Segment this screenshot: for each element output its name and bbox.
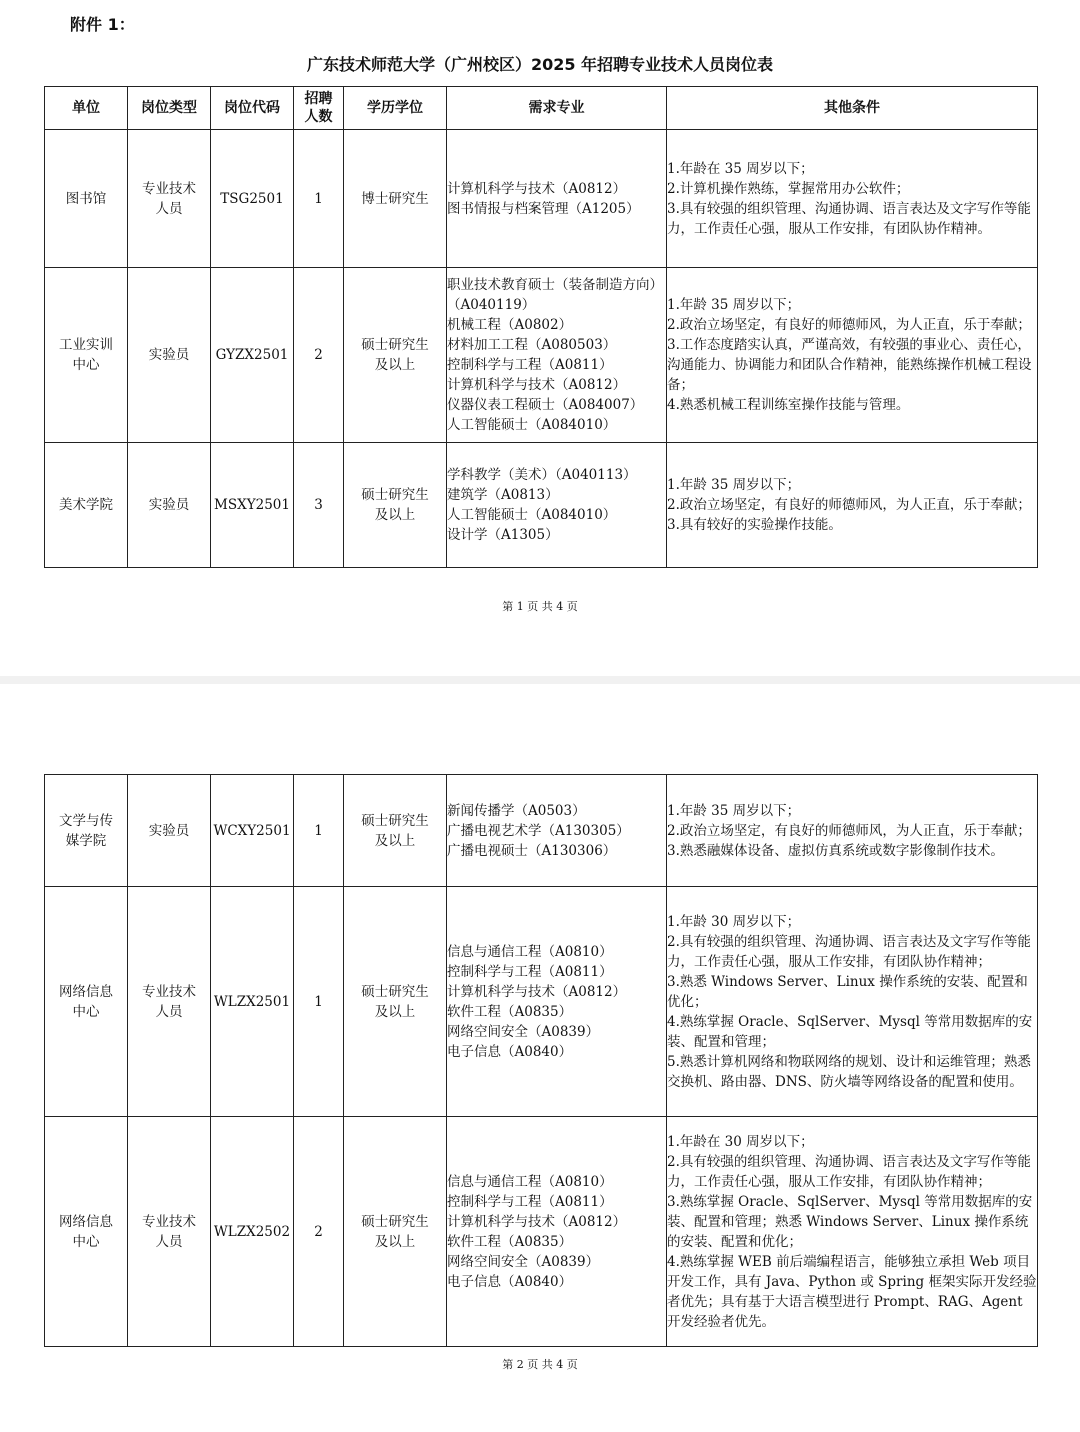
cell-majors <box>447 268 667 443</box>
condition-item: 2.政治立场坚定，有良好的师德师风，为人正直，乐于奉献； <box>667 317 1031 333</box>
cell-degree-text: 硕士研究生及以上 <box>361 487 429 523</box>
cell-post-type: 实验员 <box>128 775 211 887</box>
major-line: 广播电视艺术学（A130305） <box>447 822 630 839</box>
page-footer: 第 1 页 共 4 页 <box>502 600 578 613</box>
major-line: 信息与通信工程（A0810） <box>447 943 613 960</box>
condition-item: 3.熟悉 Windows Server、Linux 操作系统的安装、配置和优化； <box>667 973 1028 1010</box>
condition-item: 4.熟悉机械工程训练室操作技能与管理。 <box>667 397 910 413</box>
cell-post-code: GYZX2501 <box>211 268 294 443</box>
attachment-label: 附件 1： <box>70 15 135 34</box>
cell-count: 1 <box>294 775 344 887</box>
header-count <box>294 87 344 130</box>
cell-post-type-text: 专业技术人员 <box>142 180 196 217</box>
cell-degree <box>344 775 447 887</box>
cell-post-type: 实验员 <box>128 268 211 443</box>
condition-item: 1.年龄在 35 周岁以下； <box>667 160 814 177</box>
cell-post-code: WLZX2501 <box>211 887 294 1117</box>
cell-degree-text: 硕士研究生及以上 <box>361 812 429 849</box>
header-degree: 学历学位 <box>344 87 447 130</box>
major-line: 信息与通信工程（A0810） <box>447 1173 613 1190</box>
condition-item: 1.年龄 35 周岁以下； <box>667 477 801 493</box>
cell-conditions <box>667 268 1038 443</box>
cell-majors <box>447 775 667 887</box>
cell-unit <box>45 887 128 1117</box>
condition-item: 2.具有较强的组织管理、沟通协调、语言表达及文字写作等能力，工作责任心强，服从工作安排，有团队协作精神； <box>667 933 1031 970</box>
cell-conditions <box>667 443 1038 568</box>
positions-table-page-2 <box>44 774 1038 1347</box>
major-line: 广播电视硕士（A130306） <box>447 842 617 859</box>
cell-degree-text: 硕士研究生及以上 <box>361 983 429 1020</box>
major-line: 新闻传播学（A0503） <box>447 802 586 819</box>
major-line: 职业技术教育硕士（装备制造方向）（A040119） <box>447 277 663 313</box>
cell-post-type <box>128 1117 211 1347</box>
major-line: 人工智能硕士（A084010） <box>447 417 617 433</box>
condition-item: 1.年龄 35 周岁以下； <box>667 297 801 313</box>
cell-post-type: 实验员 <box>128 443 211 568</box>
condition-item: 1.年龄 30 周岁以下； <box>667 913 801 930</box>
major-line: 网络空间安全（A0839） <box>447 1023 600 1040</box>
major-line: 电子信息（A0840） <box>447 1273 573 1290</box>
major-line: 软件工程（A0835） <box>447 1003 573 1020</box>
cell-unit-text: 工业实训中心 <box>59 337 113 373</box>
cell-unit-text: 文学与传媒学院 <box>59 812 113 849</box>
cell-count: 3 <box>294 443 344 568</box>
major-line: 材料加工工程（A080503） <box>447 337 617 353</box>
table-row <box>45 268 1038 443</box>
major-line: 学科教学（美术）（A040113） <box>447 467 637 483</box>
cell-degree <box>344 887 447 1117</box>
document-page-1 <box>0 0 1080 676</box>
cell-majors <box>447 887 667 1117</box>
table-row <box>45 775 1038 887</box>
major-line: 图书情报与档案管理（A1205） <box>447 200 640 217</box>
cell-unit: 图书馆 <box>45 130 128 268</box>
cell-conditions <box>667 130 1038 268</box>
condition-item: 2.政治立场坚定，有良好的师德师风，为人正直，乐于奉献； <box>667 822 1031 839</box>
cell-post-code: WCXY2501 <box>211 775 294 887</box>
condition-item: 4.熟练掌握 WEB 前后端编程语言，能够独立承担 Web 项目开发工作，具有 Java、Python 或 Spring 框架实际开发经验者优先；具有基于大语言模型进行 Prompt、RAG、Agent 开发经验者优先。 <box>667 1253 1037 1330</box>
cell-majors <box>447 1117 667 1347</box>
condition-item: 1.年龄 35 周岁以下； <box>667 802 801 819</box>
cell-count: 2 <box>294 1117 344 1347</box>
cell-post-code: WLZX2502 <box>211 1117 294 1347</box>
major-line: 控制科学与工程（A0811） <box>447 357 613 373</box>
cell-conditions <box>667 775 1038 887</box>
table-row <box>45 443 1038 568</box>
major-line: 仪器仪表工程硕士（A084007） <box>447 397 644 413</box>
table-header-row <box>45 87 1038 130</box>
major-line: 人工智能硕士（A084010） <box>447 507 617 523</box>
major-line: 控制科学与工程（A0811） <box>447 963 613 980</box>
condition-item: 3.熟悉融媒体设备、虚拟仿真系统或数字影像制作技术。 <box>667 842 1004 859</box>
condition-item: 3.熟练掌握 Oracle、SqlServer、Mysql 等常用数据库的安装、配置和管理；熟悉 Windows Server、Linux 操作系统的安装、配置和优化； <box>667 1193 1033 1250</box>
cell-post-type <box>128 887 211 1117</box>
cell-count: 1 <box>294 130 344 268</box>
header-count-text: 招聘人数 <box>304 91 333 125</box>
cell-conditions <box>667 887 1038 1117</box>
major-line: 电子信息（A0840） <box>447 1043 573 1060</box>
major-line: 建筑学（A0813） <box>447 487 559 503</box>
major-line: 网络空间安全（A0839） <box>447 1253 600 1270</box>
condition-item: 3.具有较强的组织管理、沟通协调、语言表达及文字写作等能力，工作责任心强，服从工作安排，有团队协作精神。 <box>667 200 1031 237</box>
cell-post-type-text: 专业技术人员 <box>142 1213 196 1250</box>
condition-item: 3.具有较好的实验操作技能。 <box>667 517 842 533</box>
major-line: 控制科学与工程（A0811） <box>447 1193 613 1210</box>
condition-item: 4.熟练掌握 Oracle、SqlServer、Mysql 等常用数据库的安装、配置和管理； <box>667 1013 1033 1050</box>
header-conditions: 其他条件 <box>667 87 1038 130</box>
cell-count: 1 <box>294 887 344 1117</box>
condition-item: 3.工作态度踏实认真，严谨高效，有较强的事业心、责任心，沟通能力、协调能力和团队合作精神，能熟练操作机械工程设备； <box>667 337 1032 393</box>
header-post-code: 岗位代码 <box>211 87 294 130</box>
cell-post-code: MSXY2501 <box>211 443 294 568</box>
cell-unit <box>45 1117 128 1347</box>
document-title: 广东技术师范大学（广州校区）2025 年招聘专业技术人员岗位表 <box>306 55 774 74</box>
condition-item: 5.熟悉计算机网络和物联网络的规划、设计和运维管理；熟悉交换机、路由器、DNS、防火墙等网络设备的配置和使用。 <box>667 1053 1031 1090</box>
major-line: 计算机科学与技术（A0812） <box>447 180 627 197</box>
cell-degree <box>344 1117 447 1347</box>
cell-majors <box>447 443 667 568</box>
cell-unit-text: 网络信息中心 <box>59 1213 113 1250</box>
condition-item: 2.计算机操作熟练，掌握常用办公软件； <box>667 180 910 197</box>
header-post-type: 岗位类型 <box>128 87 211 130</box>
cell-degree-text: 硕士研究生及以上 <box>361 337 429 373</box>
table-row <box>45 130 1038 268</box>
header-unit: 单位 <box>45 87 128 130</box>
cell-majors <box>447 130 667 268</box>
condition-item: 1.年龄在 30 周岁以下； <box>667 1133 814 1150</box>
table-row <box>45 887 1038 1117</box>
major-line: 机械工程（A0802） <box>447 317 573 333</box>
cell-count: 2 <box>294 268 344 443</box>
table-row <box>45 1117 1038 1347</box>
condition-item: 2.具有较强的组织管理、沟通协调、语言表达及文字写作等能力，工作责任心强，服从工作安排，有团队协作精神； <box>667 1153 1031 1190</box>
positions-table-page-1 <box>44 86 1038 568</box>
header-majors: 需求专业 <box>447 87 667 130</box>
major-line: 计算机科学与技术（A0812） <box>447 1213 627 1230</box>
cell-post-type <box>128 130 211 268</box>
cell-conditions <box>667 1117 1038 1347</box>
major-line: 设计学（A1305） <box>447 527 559 543</box>
cell-post-type-text: 专业技术人员 <box>142 983 196 1020</box>
page-footer: 第 2 页 共 4 页 <box>502 1358 578 1371</box>
cell-degree <box>344 268 447 443</box>
cell-degree-text: 硕士研究生及以上 <box>361 1213 429 1250</box>
major-line: 计算机科学与技术（A0812） <box>447 377 627 393</box>
cell-post-code: TSG2501 <box>211 130 294 268</box>
major-line: 计算机科学与技术（A0812） <box>447 983 627 1000</box>
cell-unit <box>45 268 128 443</box>
page-separator <box>0 676 1080 684</box>
major-line: 软件工程（A0835） <box>447 1233 573 1250</box>
cell-unit: 美术学院 <box>45 443 128 568</box>
cell-unit <box>45 775 128 887</box>
condition-item: 2.政治立场坚定，有良好的师德师风，为人正直，乐于奉献； <box>667 497 1031 513</box>
cell-degree: 博士研究生 <box>344 130 447 268</box>
document-page-2 <box>0 684 1080 1432</box>
cell-degree <box>344 443 447 568</box>
cell-unit-text: 网络信息中心 <box>59 983 113 1020</box>
